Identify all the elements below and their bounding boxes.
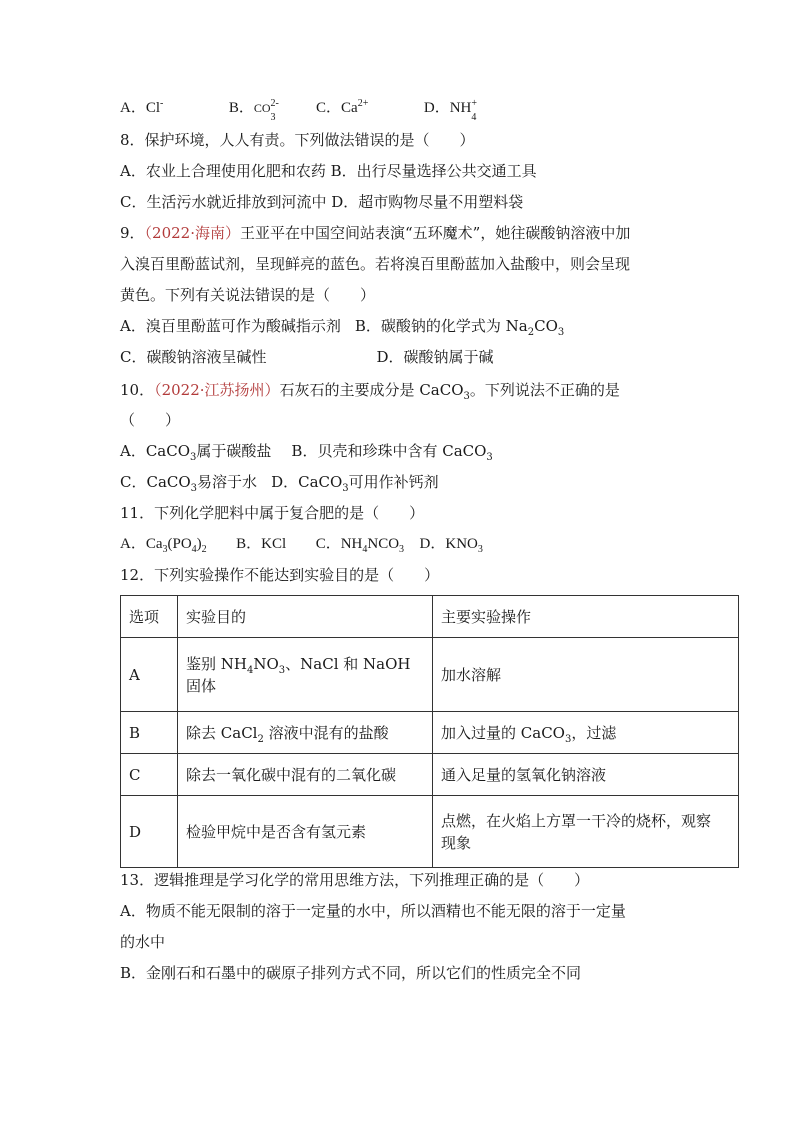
q13-option-b: B．金刚石和石墨中的碳原子排列方式不同，所以它们的性质完全不同 xyxy=(120,964,582,982)
q9-option-a: A．溴百里酚蓝可作为酸碱指示剂 xyxy=(120,317,341,335)
q13-option-a-line1: A．物质不能无限制的溶于一定量的水中，所以酒精也不能无限的溶于一定量 xyxy=(120,902,626,920)
q8-options-cd: C．生活污水就近排放到河流中 D．超市购物尽量不用塑料袋 xyxy=(120,193,524,211)
q10-option-a: A．CaCO$_3$属于碳酸盐 xyxy=(120,442,272,463)
q11-option-b: B．KCl xyxy=(236,536,287,552)
row-a-operation: 加水溶解 xyxy=(433,638,739,712)
row-c-option: C xyxy=(121,754,178,796)
q12-table xyxy=(120,595,739,868)
q11-option-a: A．$Ca_3(PO_4)_2$ xyxy=(120,536,207,555)
q9-options-cd xyxy=(120,347,494,367)
table-row xyxy=(121,754,739,796)
q8-stem: 8．保护环境，人人有责。下列做法错误的是（ ） xyxy=(120,131,475,149)
row-b-operation: 加入过量的 CaCO$_3$，过滤 xyxy=(433,712,739,754)
row-b-goal: 除去 CaCl$_2$ 溶液中混有的盐酸 xyxy=(178,712,433,754)
table-row xyxy=(121,638,739,712)
row-d-option: D xyxy=(121,796,178,868)
q9-stem-line2: 入溴百里酚蓝试剂，呈现鲜亮的蓝色。若将溴百里酚蓝加入盐酸中，则会呈现 xyxy=(120,255,631,273)
q10-source: （2022·江苏扬州） xyxy=(154,381,280,399)
table-header-goal: 实验目的 xyxy=(178,596,433,638)
q9-options-ab xyxy=(120,316,564,336)
row-c-goal: 除去一氧化碳中混有的二氧化碳 xyxy=(178,754,433,796)
q10-option-c: C．CaCO$_3$易溶于水 xyxy=(120,473,258,494)
row-d-operation: 点燃，在火焰上方罩一干冷的烧杯，观察 现象 xyxy=(433,796,739,868)
table-row xyxy=(121,796,739,868)
q10-paren: （ ） xyxy=(120,411,181,429)
q7-option-d: D．NH + 4 xyxy=(423,98,477,123)
q8-options-ab: A．农业上合理使用化肥和农药 B．出行尽量选择公共交通工具 xyxy=(120,162,537,180)
q13-stem: 13．逻辑推理是学习化学的常用思维方法，下列推理正确的是（ ） xyxy=(120,871,590,889)
q10-option-d: D．CaCO$_3$可用作补钙剂 xyxy=(271,473,439,494)
q10-stem: 10．（2022·江苏扬州）石灰石的主要成分是 CaCO$_3$。下列说法不正确的是 xyxy=(120,381,620,402)
table-row xyxy=(121,596,739,638)
row-a-option: A xyxy=(121,638,178,712)
q9-stem-line1: 9．（2022·海南）王亚平在中国空间站表演“五环魔术”，她往碳酸钠溶液中加 xyxy=(120,224,631,242)
row-d-goal: 检验甲烷中是否含有氢元素 xyxy=(178,796,433,868)
q7-option-c: C．$Ca^{2+}$ xyxy=(316,98,369,116)
row-c-operation: 通入足量的氢氧化钠溶液 xyxy=(433,754,739,796)
table-row xyxy=(121,712,739,754)
q12-stem: 12．下列实验操作不能达到实验目的是（ ） xyxy=(120,566,440,584)
q10-option-b: B．贝壳和珍珠中含有 CaCO$_3$ xyxy=(291,442,493,463)
q11-options xyxy=(120,534,483,554)
q9-source: （2022·海南） xyxy=(144,224,240,242)
row-b-option: B xyxy=(121,712,178,754)
q10-options-cd xyxy=(120,472,439,492)
q11-option-c: C．$NH_4NCO_3$ xyxy=(315,536,405,555)
q10-options-ab xyxy=(120,441,493,461)
q9-stem-line3: 黄色。下列有关说法错误的是（ ） xyxy=(120,286,376,304)
table-header-operation: 主要实验操作 xyxy=(433,596,739,638)
q11-option-d: D．$KNO_3$ xyxy=(419,536,483,555)
q9-option-b: B．碳酸钠的化学式为 $Na_2CO_3$ xyxy=(354,317,565,338)
q7-options xyxy=(120,98,479,123)
table-header-option: 选项 xyxy=(121,596,178,638)
q7-option-b: B．CO 2- 3 xyxy=(228,98,279,123)
q9-option-c: C．碳酸钠溶液呈碱性 xyxy=(120,348,267,366)
q9-option-d: D．碳酸钠属于碱 xyxy=(376,348,494,366)
row-a-goal: 鉴别 $NH_4NO_3$、NaCl 和 NaOH 固体 xyxy=(178,638,433,712)
q13-option-a-line2: 的水中 xyxy=(120,933,166,951)
q7-option-a: A．Cl- xyxy=(120,98,164,116)
q11-stem: 11．下列化学肥料中属于复合肥的是（ ） xyxy=(120,504,425,522)
